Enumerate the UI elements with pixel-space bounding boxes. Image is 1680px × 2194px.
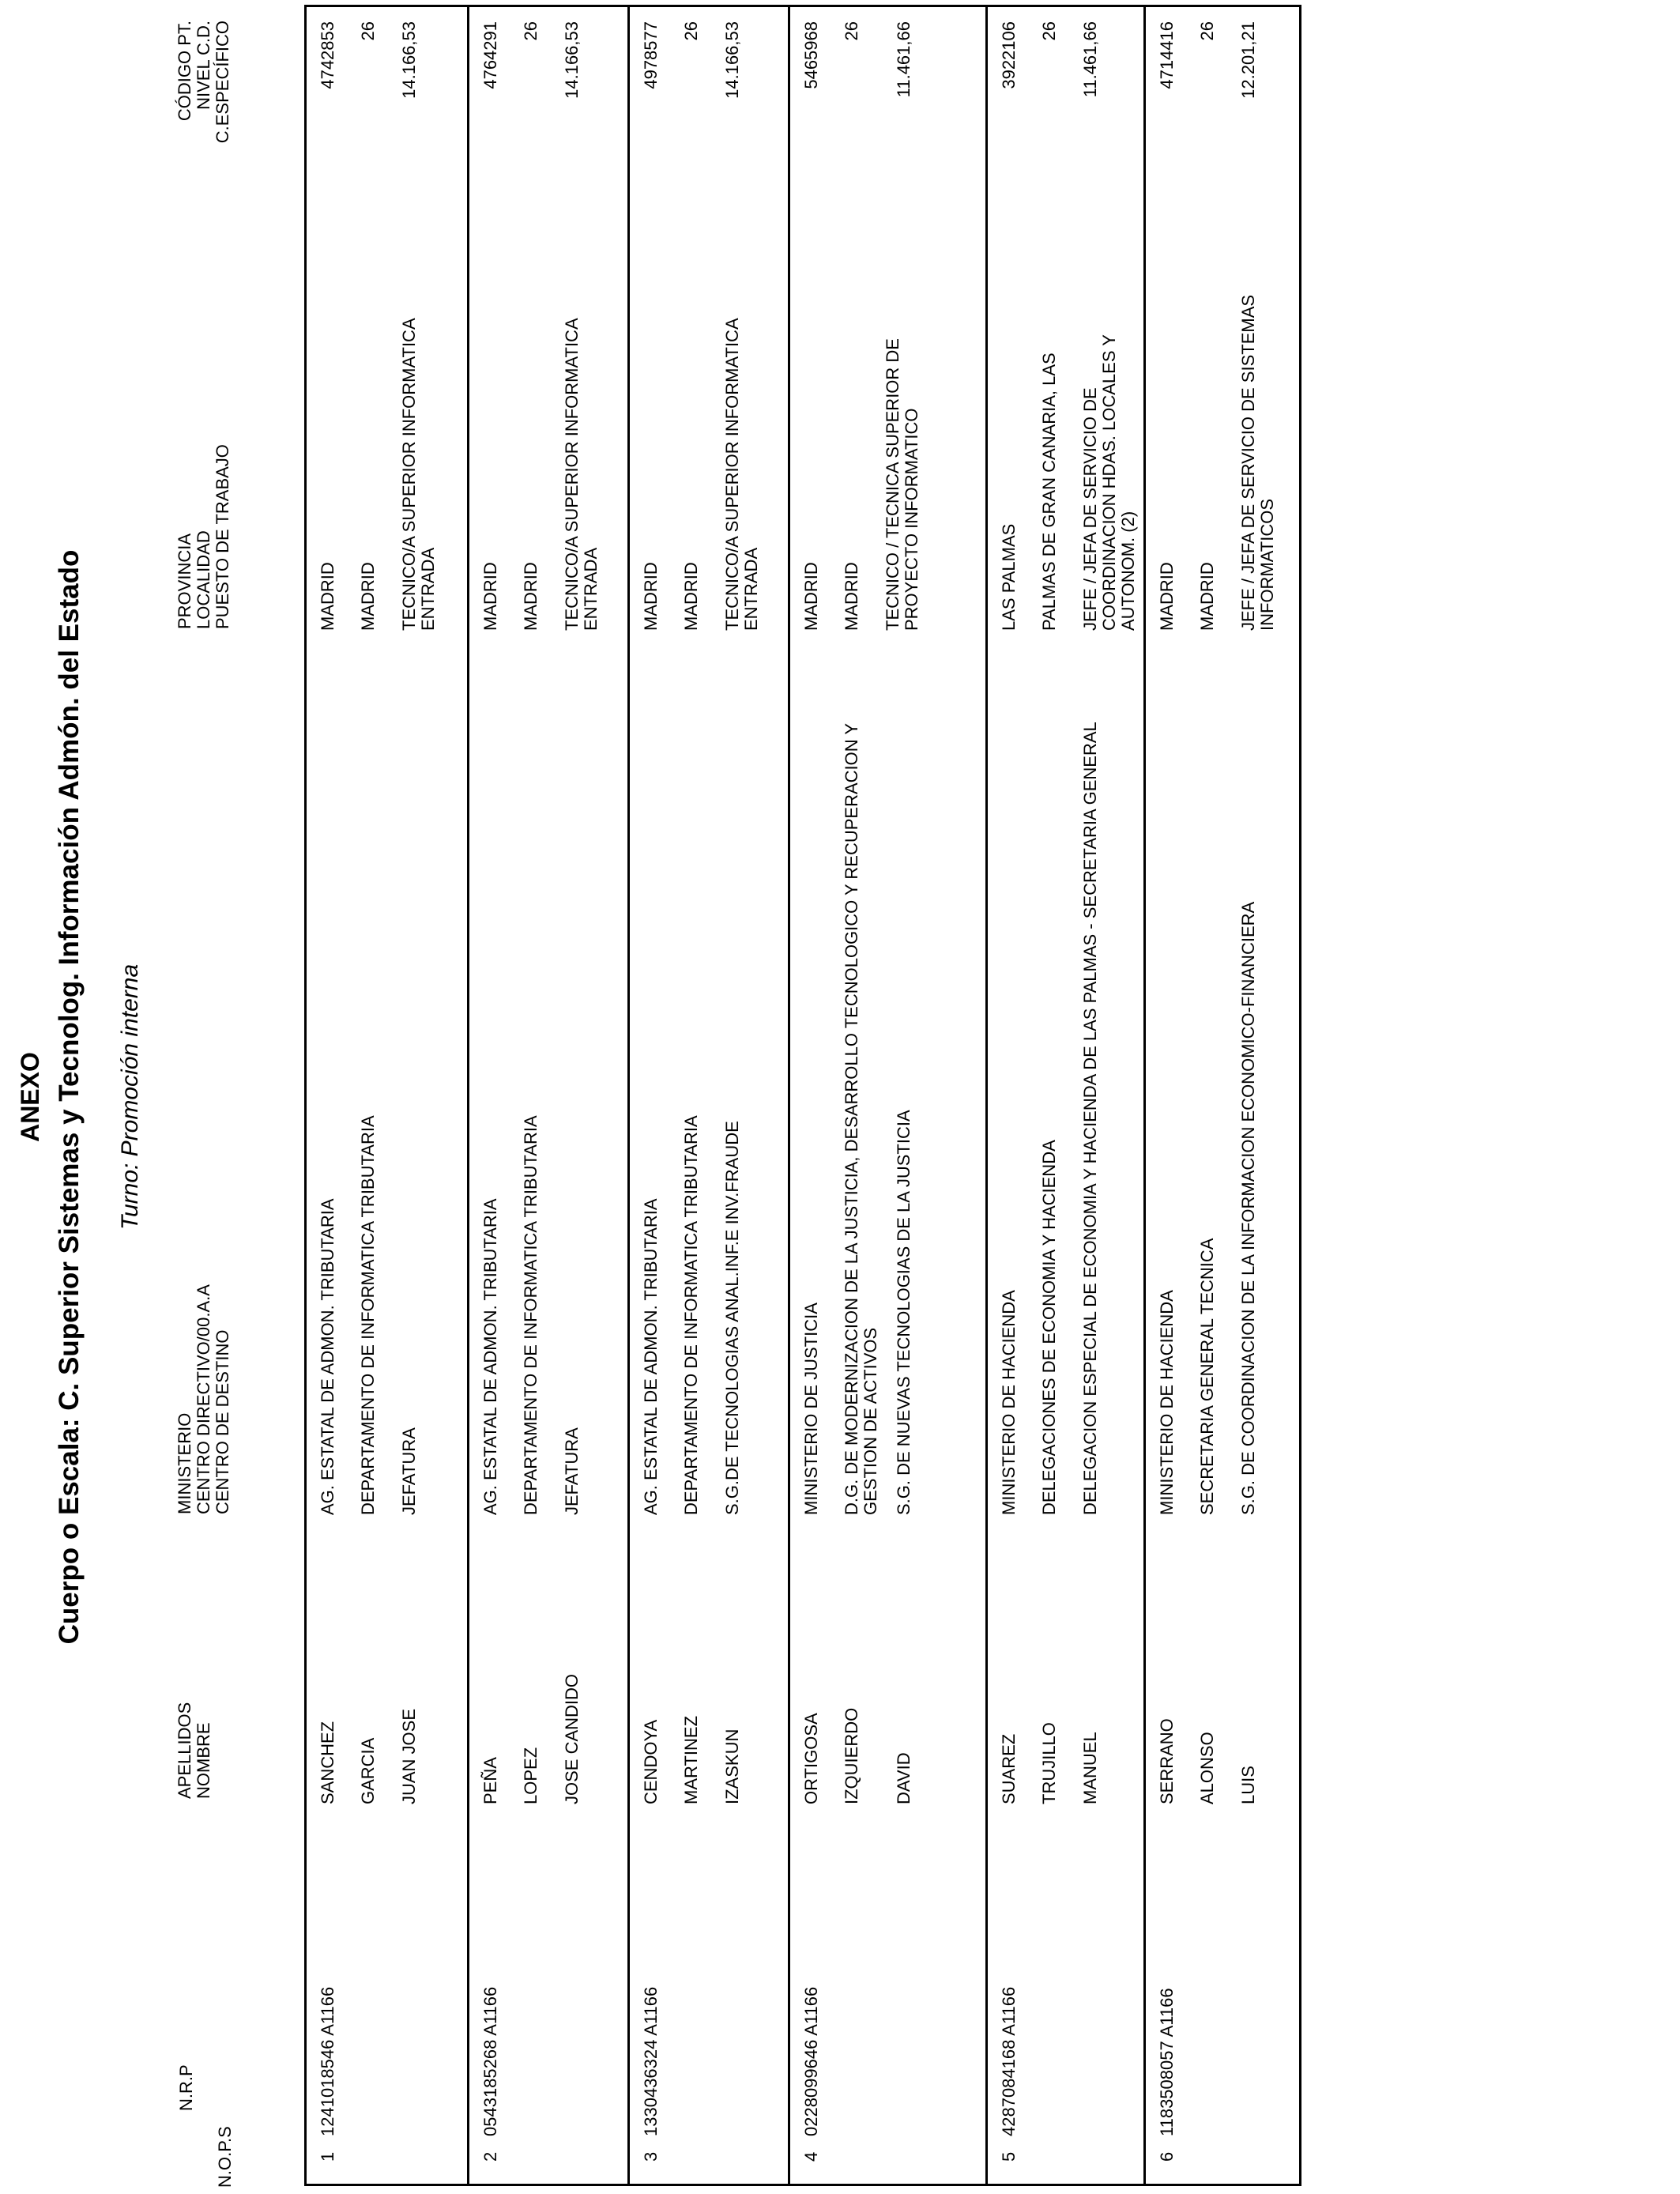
ministerio: AG. ESTATAL DE ADMON. TRIBUTARIA: [641, 1198, 661, 1515]
provincia: LAS PALMAS: [999, 523, 1019, 631]
nombre: JUAN JOSE: [399, 1708, 419, 1804]
turno-subtitle: Turno: Promoción interna: [117, 963, 143, 1231]
col-header-apellidos: APELLIDOS NOMBRE: [175, 1702, 213, 1799]
record-nrp: 1241018546 A1166: [318, 1986, 337, 2136]
c-especifico: 11.461,66: [894, 21, 913, 98]
nombre: MANUEL: [1080, 1732, 1100, 1804]
nivel-cd: 26: [681, 21, 701, 41]
col-header-nrp: N.R.P: [176, 2064, 196, 2111]
ministerio: MINISTERIO DE HACIENDA: [1157, 1290, 1177, 1515]
centro-destino: S.G. DE NUEVAS TECNOLOGIAS DE LA JUSTICIA: [894, 1110, 913, 1515]
nivel-cd: 26: [842, 21, 861, 41]
record-number: 4: [801, 2151, 821, 2162]
centro-directivo: DEPARTAMENTO DE INFORMATICA TRIBUTARIA: [681, 1115, 701, 1515]
codigo-pt: 4714416: [1157, 21, 1177, 89]
centro-directivo: DEPARTAMENTO DE INFORMATICA TRIBUTARIA: [358, 1115, 378, 1515]
record-nrp: 4287084168 A1166: [999, 1986, 1019, 2136]
nivel-cd: 26: [1039, 21, 1059, 41]
apellido-2: TRUJILLO: [1039, 1722, 1059, 1804]
record-number: 6: [1157, 2151, 1177, 2162]
provincia: MADRID: [1157, 562, 1177, 631]
apellido-1: SERRANO: [1157, 1718, 1177, 1804]
c-especifico: 11.461,66: [1080, 21, 1100, 98]
nivel-cd: 26: [521, 21, 541, 41]
ministerio: MINISTERIO DE JUSTICIA: [801, 1302, 821, 1515]
puesto-trabajo: JEFE / JEFA DE SERVICIO DE SISTEMAS INFORMATICOS: [1238, 294, 1277, 631]
puesto-trabajo: TECNICO/A SUPERIOR INFORMATICA ENTRADA: [399, 319, 438, 631]
c-especifico: 12.201,21: [1238, 21, 1258, 99]
col-header-ministerio: MINISTERIO CENTRO DIRECTIVO/00.A.A CENTRO DE DESTINO: [175, 1284, 232, 1514]
provincia: MADRID: [480, 562, 500, 631]
c-especifico: 14.166,53: [722, 21, 742, 99]
apellido-1: ORTIGOSA: [801, 1713, 821, 1804]
record-number: 3: [641, 2151, 661, 2162]
col-header-codigo: CÓDIGO PT. NIVEL C.D. C.ESPECÍFICO: [175, 21, 232, 144]
apellido-1: PEÑA: [480, 1757, 500, 1804]
ministerio: AG. ESTATAL DE ADMON. TRIBUTARIA: [318, 1198, 337, 1515]
ministerio: AG. ESTATAL DE ADMON. TRIBUTARIA: [480, 1198, 500, 1515]
record-number: 1: [318, 2151, 337, 2162]
codigo-pt: 3922106: [999, 21, 1019, 89]
c-especifico: 14.166,53: [562, 21, 582, 99]
apellido-2: IZQUIERDO: [842, 1707, 861, 1804]
record-nrp: 1183508057 A1166: [1157, 1988, 1177, 2136]
apellido-2: ALONSO: [1197, 1732, 1217, 1804]
apellido-2: LOPEZ: [521, 1747, 541, 1804]
puesto-trabajo: TECNICO/A SUPERIOR INFORMATICA ENTRADA: [562, 319, 601, 631]
provincia: MADRID: [641, 562, 661, 631]
record-row: [788, 7, 985, 2184]
nombre: IZASKUN: [722, 1728, 742, 1804]
records-table: [304, 5, 1301, 2186]
cuerpo-title: Cuerpo o Escala: C. Superior Sistemas y Tecnolog. Información Admón. del Estado: [54, 549, 85, 1645]
centro-directivo: DELEGACIONES DE ECONOMIA Y HACIENDA: [1039, 1140, 1059, 1515]
apellido-2: GARCIA: [358, 1737, 378, 1804]
nombre: JOSE CANDIDO: [562, 1673, 582, 1804]
nombre: LUIS: [1238, 1766, 1258, 1804]
codigo-pt: 4742853: [318, 21, 337, 89]
localidad: PALMAS DE GRAN CANARIA, LAS: [1039, 352, 1059, 631]
record-number: 2: [480, 2151, 500, 2162]
record-row: [307, 7, 467, 2184]
col-header-provincia: PROVINCIA LOCALIDAD PUESTO DE TRABAJO: [175, 444, 232, 629]
col-header-nops: N.O.P.S: [215, 2126, 235, 2188]
ministerio: MINISTERIO DE HACIENDA: [999, 1290, 1019, 1515]
provincia: MADRID: [318, 562, 337, 631]
provincia: MADRID: [801, 562, 821, 631]
localidad: MADRID: [358, 562, 378, 631]
centro-destino: JEFATURA: [562, 1427, 582, 1515]
record-number: 5: [999, 2151, 1019, 2162]
localidad: MADRID: [842, 562, 861, 631]
codigo-pt: 5465968: [801, 21, 821, 89]
anexo-title: ANEXO: [16, 1052, 44, 1142]
centro-directivo: DEPARTAMENTO DE INFORMATICA TRIBUTARIA: [521, 1115, 541, 1515]
record-row: [467, 7, 627, 2184]
record-nrp: 1330436324 A1166: [641, 1986, 661, 2136]
nivel-cd: 26: [358, 21, 378, 41]
record-nrp: 0228099646 A1166: [801, 1986, 821, 2136]
centro-directivo: D.G. DE MODERNIZACION DE LA JUSTICIA, DESARROLLO TECNOLOGICO Y RECUPERACION Y GESTION DE ACTIVOS: [842, 723, 880, 1515]
apellido-2: MARTINEZ: [681, 1715, 701, 1804]
apellido-1: SUAREZ: [999, 1733, 1019, 1804]
c-especifico: 14.166,53: [399, 21, 419, 99]
localidad: MADRID: [1197, 562, 1217, 631]
centro-destino: S.G.DE TECNOLOGIAS ANAL.INF.E INV.FRAUDE: [722, 1121, 742, 1515]
record-row: [627, 7, 788, 2184]
nombre: DAVID: [894, 1752, 913, 1804]
centro-destino: JEFATURA: [399, 1427, 419, 1515]
apellido-1: CENDOYA: [641, 1719, 661, 1804]
puesto-trabajo: JEFE / JEFA DE SERVICIO DE COORDINACION HDAS. LOCALES Y AUTONOM. (2): [1080, 334, 1138, 631]
localidad: MADRID: [681, 562, 701, 631]
puesto-trabajo: TECNICO / TECNICA SUPERIOR DE PROYECTO INFORMATICO: [883, 338, 921, 631]
localidad: MADRID: [521, 562, 541, 631]
codigo-pt: 4978577: [641, 21, 661, 89]
record-row: [1143, 7, 1304, 2184]
record-row: [985, 7, 1143, 2184]
centro-directivo: SECRETARIA GENERAL TECNICA: [1197, 1238, 1217, 1515]
centro-destino: S.G. DE COORDINACION DE LA INFORMACION ECONOMICO-FINANCIERA: [1238, 901, 1258, 1515]
codigo-pt: 4764291: [480, 21, 500, 89]
apellido-1: SANCHEZ: [318, 1721, 337, 1804]
centro-destino: DELEGACION ESPECIAL DE ECONOMIA Y HACIENDA DE LAS PALMAS - SECRETARIA GENERAL: [1080, 722, 1100, 1515]
nivel-cd: 26: [1197, 21, 1217, 41]
puesto-trabajo: TECNICO/A SUPERIOR INFORMATICA ENTRADA: [722, 319, 761, 631]
record-nrp: 0543185268 A1166: [480, 1986, 500, 2136]
